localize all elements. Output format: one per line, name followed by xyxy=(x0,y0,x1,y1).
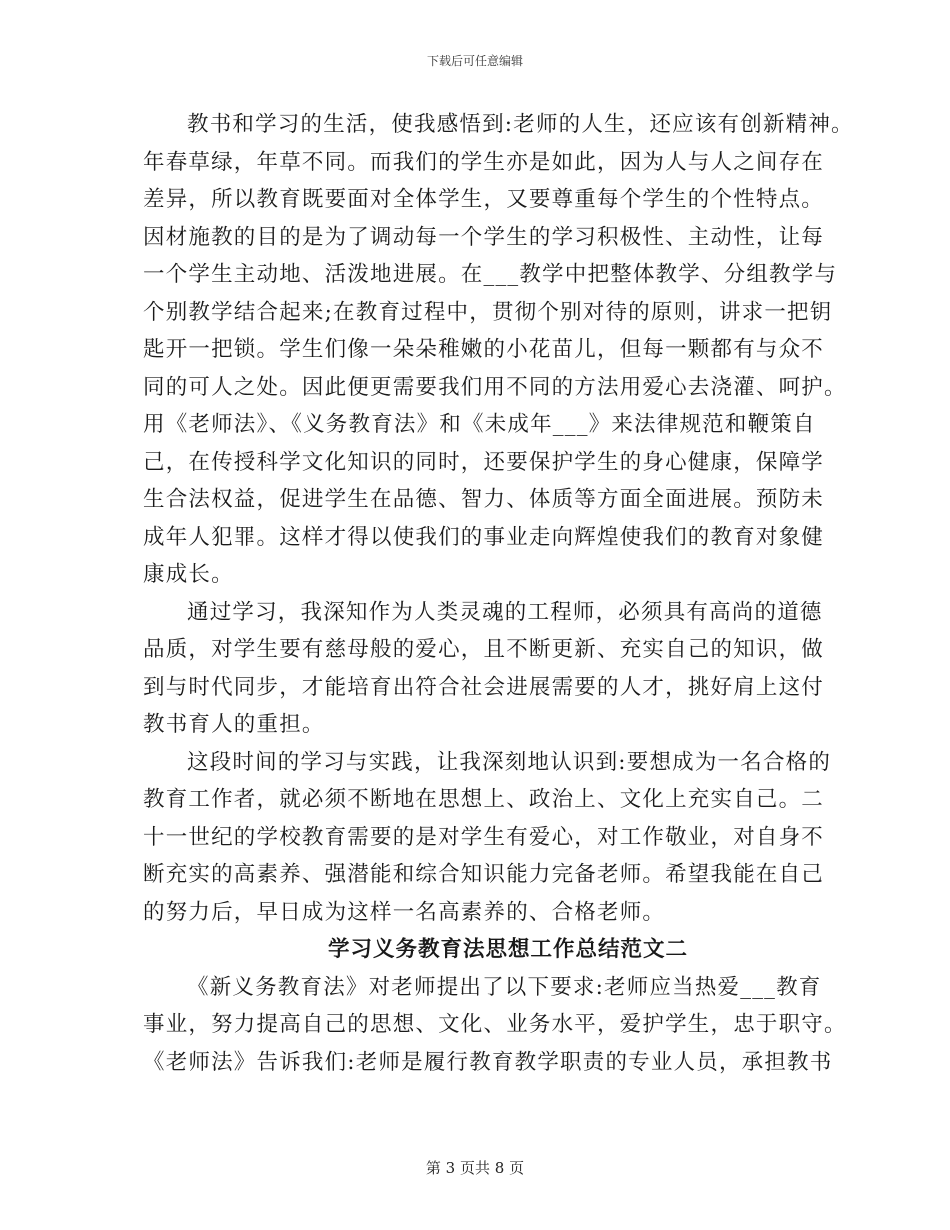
text-line: 生合法权益，促进学生在品德、智力、体质等方面全面进展。预防未 xyxy=(143,487,825,512)
text-line: 这段时间的学习与实践，让我深刻地认识到:要想成为一名合格的 xyxy=(187,749,832,775)
text-line: 教书和学习的生活，使我感悟到:老师的人生，还应该有创新精神。 xyxy=(187,112,854,137)
text-line: 己，在传授科学文化知识的同时，还要保护学生的身心健康，保障学 xyxy=(143,449,825,475)
text-line: 教书育人的重担。 xyxy=(143,712,325,737)
text-line: 同的可人之处。因此便更需要我们用不同的方法用爱心去浇灌、呵护。 xyxy=(143,374,847,400)
text-line: 十一世纪的学校教育需要的是对学生有爱心，对工作敬业，对自身不 xyxy=(143,824,825,850)
text-line: 用《老师法》、《义务教育法》和《未成年___》来法律规范和鞭策自 xyxy=(143,412,816,437)
page-footer: 第 3 页共 8 页 xyxy=(425,1159,525,1177)
section-title: 学习义务教育法思想工作总结范文二 xyxy=(327,937,688,962)
text-line: 《新义务教育法》对老师提出了以下要求:老师应当热爱___教育 xyxy=(187,974,822,1000)
text-line: 的努力后，早日成为这样一名高素养的、合格老师。 xyxy=(143,899,666,925)
text-line: 一个学生主动地、活泼地进展。在___教学中把整体教学、分组教学与 xyxy=(143,262,838,287)
text-line: 个别教学结合起来;在教育过程中，贯彻个别对待的原则，讲求一把钥 xyxy=(143,299,833,325)
text-line: 成年人犯罪。这样才得以使我们的事业走向辉煌使我们的教育对象健 xyxy=(143,524,825,550)
text-line: 《老师法》告诉我们:老师是履行教育教学职责的专业人员，承担教书 xyxy=(143,1049,833,1075)
text-line: 事业，努力提高自己的思想、文化、业务水平，爱护学生，忠于职守。 xyxy=(143,1012,847,1037)
text-line: 因材施教的目的是为了调动每一个学生的学习积极性、主动性，让每 xyxy=(143,224,825,250)
text-line: 教育工作者，就必须不断地在思想上、政治上、文化上充实自己。二 xyxy=(143,787,825,812)
document-body xyxy=(143,106,854,1081)
text-line: 差异，所以教育既要面对全体学生，又要尊重每个学生的个性特点。 xyxy=(143,187,825,212)
page-header: 下载后可任意编辑 xyxy=(426,54,523,68)
text-line: 康成长。 xyxy=(143,562,234,587)
text-line: 到与时代同步，才能培育出符合社会进展需要的人才，挑好肩上这付 xyxy=(143,674,825,700)
text-line: 品质，对学生要有慈母般的爱心，且不断更新、充实自己的知识，做 xyxy=(143,637,825,662)
text-line: 通过学习，我深知作为人类灵魂的工程师，必须具有高尚的道德 xyxy=(187,599,823,625)
text-line: 年春草绿，年草不同。而我们的学生亦是如此，因为人与人之间存在 xyxy=(143,149,825,175)
text-line: 断充实的高素养、强潜能和综合知识能力完备老师。希望我能在自己 xyxy=(143,862,825,887)
text-line: 匙开一把锁。学生们像一朵朵稚嫩的小花苗儿，但每一颗都有与众不 xyxy=(143,337,825,362)
